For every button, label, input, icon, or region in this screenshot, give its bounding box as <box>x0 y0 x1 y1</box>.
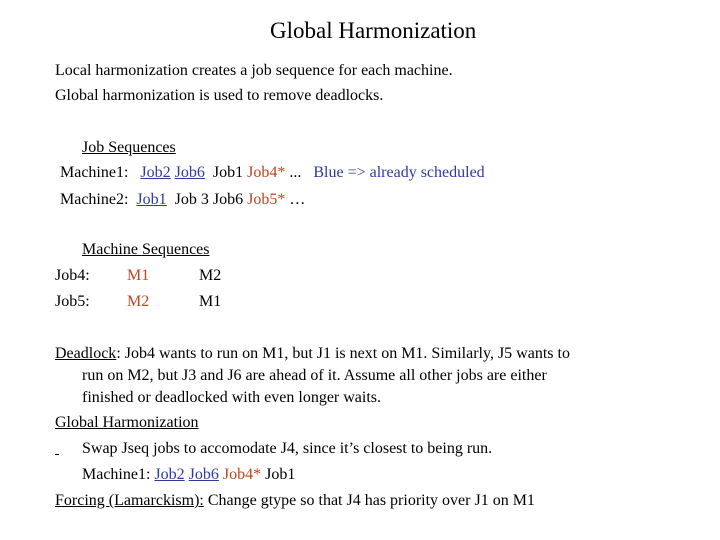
job5-second-machine: M1 <box>199 293 222 310</box>
machine1-job-d: Job4* <box>247 164 286 181</box>
swap-line <box>55 439 492 459</box>
machine2-job-c: Job6 <box>212 191 244 208</box>
deadlock-line-3: finished or deadlocked with even longer waits. <box>82 389 382 406</box>
scheduled-note: Blue => already scheduled <box>313 164 485 181</box>
deadlock-label: Deadlock <box>55 345 117 362</box>
machine1-job-b: Job6 <box>174 164 205 181</box>
global-harmonization-heading: Global Harmonization <box>55 414 199 431</box>
deadlock-line-1 <box>55 344 570 364</box>
machine2-job-a: Job1 <box>136 191 167 208</box>
forcing-line <box>55 491 535 511</box>
forcing-label: Forcing (Lamarckism): <box>55 492 204 509</box>
machine1-job-a: Job2 <box>140 164 171 181</box>
forcing-text: Change gtype so that J4 has priority over J1 on M1 <box>203 492 535 509</box>
machine2-job-d: Job5* <box>247 191 286 208</box>
job-sequences-heading: Job Sequences <box>82 139 176 156</box>
machine2-ellipsis: … <box>289 191 306 208</box>
harmonized-machine1-sequence <box>82 465 295 485</box>
machine2-label: Machine2: <box>60 191 129 208</box>
machine1-label: Machine1: <box>60 164 129 181</box>
deadlock-text-1: : Job4 wants to run on M1, but J1 is next on M1. Similarly, J5 wants to <box>116 345 570 362</box>
job4-row-label: Job4: <box>55 267 90 284</box>
job4-second-machine: M2 <box>199 267 222 284</box>
harmonized-job-a: Job2 <box>154 466 185 483</box>
harmonized-job-c: Job4* <box>222 466 262 483</box>
job5-first-machine: M2 <box>127 293 150 310</box>
machine2-job-b: Job 3 <box>174 191 209 208</box>
intro-line-2: Global harmonization is used to remove deadlocks. <box>55 87 384 104</box>
machine1-sequence <box>60 163 485 183</box>
slide-title: Global Harmonization <box>270 18 477 43</box>
harmonized-job-b: Job6 <box>188 466 219 483</box>
harmonized-job-d: Job1 <box>265 466 296 483</box>
harmonized-machine1-label: Machine1: <box>82 466 151 483</box>
job4-first-machine: M1 <box>127 267 150 284</box>
swap-text: Swap Jseq jobs to accomodate J4, since it’s closest to being run. <box>82 440 493 457</box>
machine2-sequence <box>60 190 305 210</box>
machine1-job-c: Job1 <box>212 164 244 181</box>
job5-row-label: Job5: <box>55 293 90 310</box>
deadlock-line-2: run on M2, but J3 and J6 are ahead of it. Assume all other jobs are either <box>82 367 547 384</box>
machine1-ellipsis: ... <box>289 164 302 181</box>
swap-indent <box>55 439 82 459</box>
machine-sequences-heading: Machine Sequences <box>82 241 210 258</box>
intro-line-1: Local harmonization creates a job sequence for each machine. <box>55 62 453 79</box>
